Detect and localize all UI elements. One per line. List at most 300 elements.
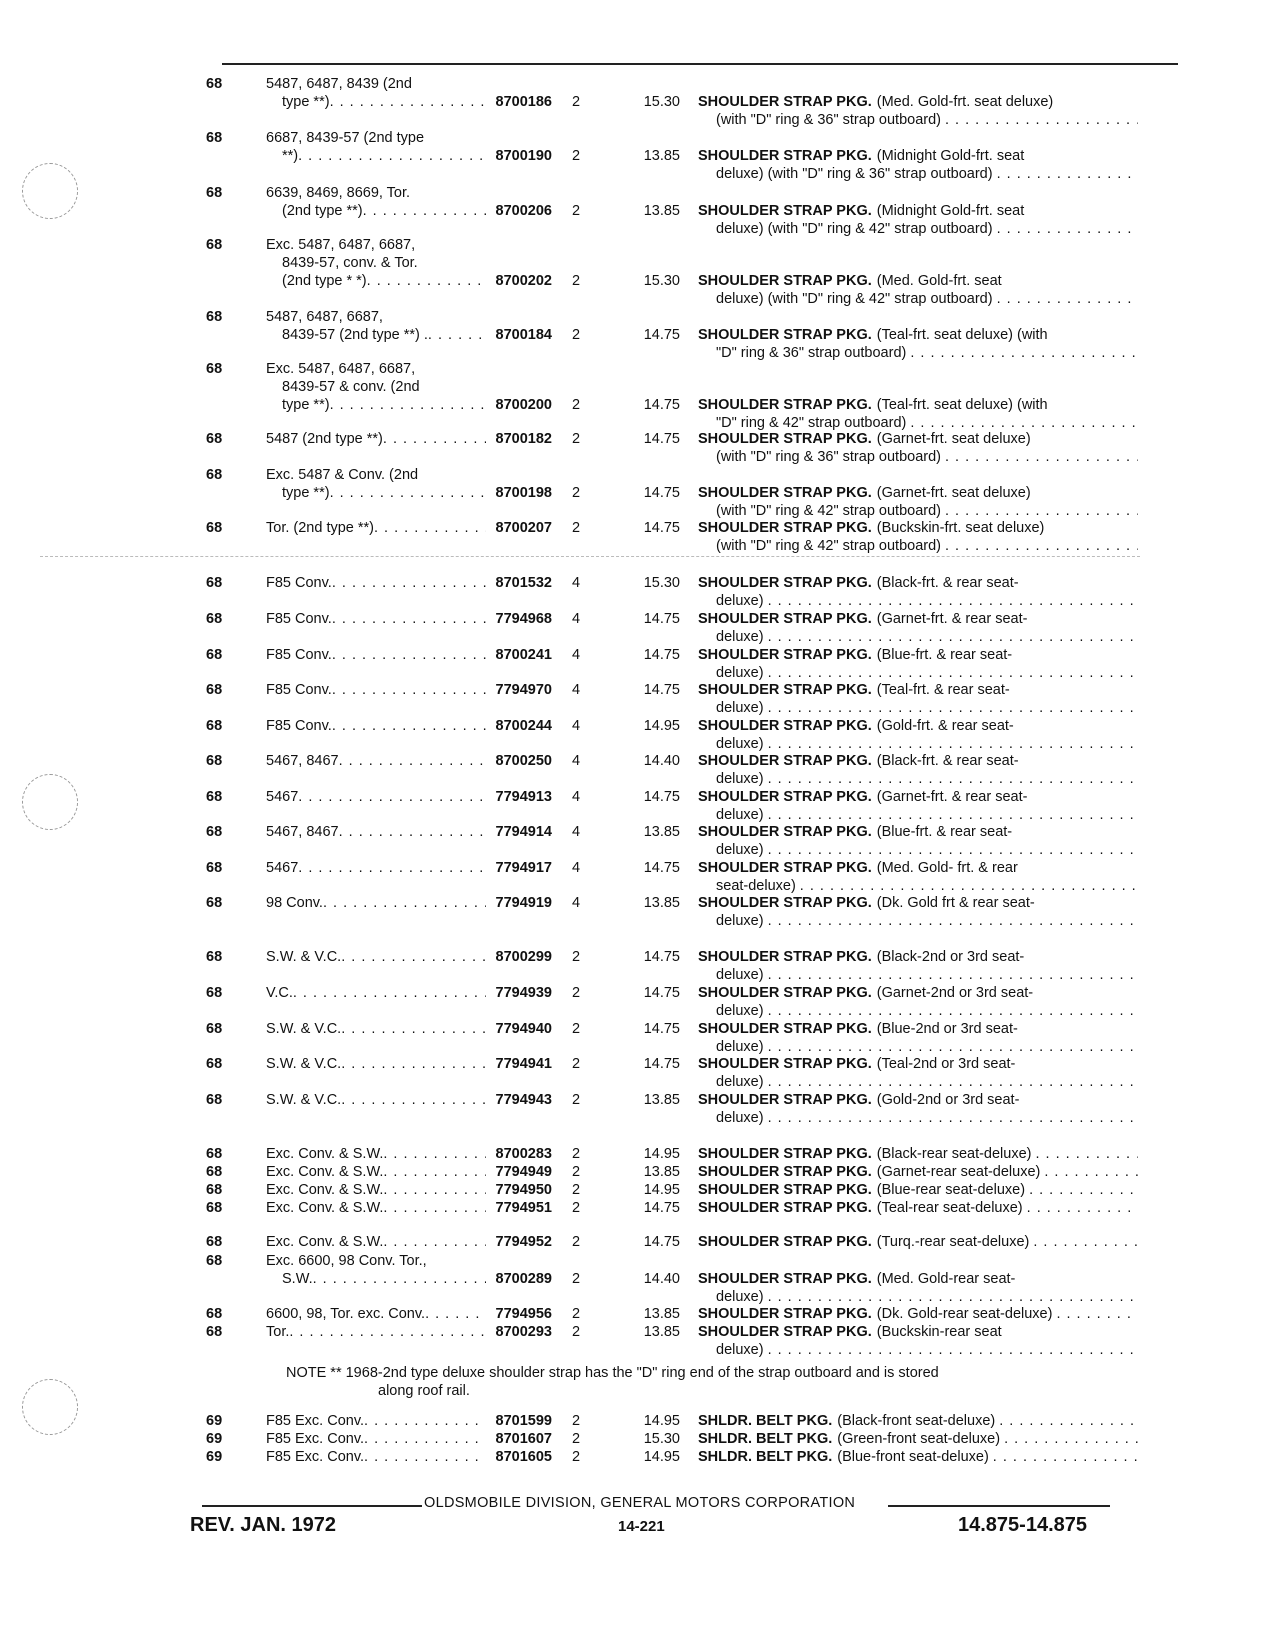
model-year: 68 xyxy=(206,1021,223,1037)
leader-dots xyxy=(764,664,1138,682)
leader-dots xyxy=(764,592,1138,610)
part-number: 8700241 xyxy=(495,647,552,663)
description xyxy=(698,1055,1138,1091)
quantity: 4 xyxy=(571,647,581,663)
part-number: 7794943 xyxy=(495,1092,552,1108)
application xyxy=(266,1448,486,1466)
leader-dots xyxy=(989,1448,1138,1466)
price: 14.95 xyxy=(643,1146,680,1162)
application-line: 6687, 8439-57 (2nd type xyxy=(266,130,425,146)
model-year: 68 xyxy=(206,682,223,698)
price: 14.75 xyxy=(643,1021,680,1037)
part-number: 8701605 xyxy=(495,1449,552,1465)
part-number: 8700206 xyxy=(495,203,552,219)
leader-dots xyxy=(364,1412,486,1430)
part-number: 8700200 xyxy=(495,397,552,413)
application xyxy=(266,1199,486,1217)
application-line: Exc. Conv. & S.W. xyxy=(266,1164,384,1180)
description-detail: (Teal-rear seat-deluxe) xyxy=(876,1200,1023,1216)
price: 13.85 xyxy=(643,895,680,911)
price: 14.75 xyxy=(643,1234,680,1250)
quantity: 4 xyxy=(571,860,581,876)
part-number: 8701607 xyxy=(495,1431,552,1447)
description xyxy=(698,147,1138,183)
application-line: Exc. Conv. & S.W. xyxy=(266,1182,384,1198)
quantity: 2 xyxy=(571,431,581,447)
description-detail: (Black-frt. & rear seat- xyxy=(876,753,1019,769)
description-detail-cont: (with "D" ring & 36" strap outboard) xyxy=(716,449,941,465)
application-line: S.W. xyxy=(282,1271,313,1287)
quantity: 2 xyxy=(571,1271,581,1287)
description xyxy=(698,788,1138,824)
model-year: 68 xyxy=(206,185,223,201)
price: 13.85 xyxy=(643,1164,680,1180)
leader-dots xyxy=(764,735,1138,753)
leader-dots xyxy=(764,1109,1138,1127)
application-line: 98 Conv. xyxy=(266,895,323,911)
quantity: 2 xyxy=(571,327,581,343)
leader-dots xyxy=(341,1020,486,1038)
leader-dots xyxy=(764,770,1138,788)
leader-dots xyxy=(341,1055,486,1073)
description-title: SHOULDER STRAP PKG. xyxy=(698,860,872,876)
application-line: **) xyxy=(282,148,299,164)
leader-dots xyxy=(298,147,486,165)
application-line: F85 Conv. xyxy=(266,611,332,627)
application-line: F85 Conv. xyxy=(266,718,332,734)
application-line: (2nd type **) xyxy=(282,203,363,219)
description-detail: (Blue-rear seat-deluxe) xyxy=(876,1182,1026,1198)
quantity: 2 xyxy=(571,1021,581,1037)
description-title: SHOULDER STRAP PKG. xyxy=(698,203,872,219)
model-year: 68 xyxy=(206,647,223,663)
quantity: 2 xyxy=(571,1146,581,1162)
description xyxy=(698,1323,1138,1359)
application xyxy=(266,519,486,537)
description-title: SHOULDER STRAP PKG. xyxy=(698,327,872,343)
description-detail: (Blue-frt. & rear seat- xyxy=(876,647,1013,663)
leader-dots xyxy=(993,220,1138,238)
model-year: 68 xyxy=(206,949,223,965)
price: 14.75 xyxy=(643,789,680,805)
application-line: 5467 xyxy=(266,860,299,876)
quantity: 2 xyxy=(571,1200,581,1216)
description-detail-cont: deluxe) xyxy=(716,700,764,716)
description-detail: (Gold-2nd or 3rd seat- xyxy=(876,1092,1020,1108)
leader-dots xyxy=(293,984,486,1002)
description-detail-cont: (with "D" ring & 42" strap outboard) xyxy=(716,538,941,554)
application xyxy=(266,681,486,699)
leader-dots xyxy=(289,1323,486,1341)
leader-dots xyxy=(764,1002,1138,1020)
application-line: Tor. (2nd type **) xyxy=(266,520,374,536)
application-line: 8439-57 & conv. (2nd xyxy=(282,379,420,395)
part-number: 7794949 xyxy=(495,1164,552,1180)
description xyxy=(698,752,1138,788)
description-detail: (Garnet-frt. seat deluxe) xyxy=(876,431,1031,447)
quantity: 4 xyxy=(571,753,581,769)
price: 14.75 xyxy=(643,431,680,447)
leader-dots xyxy=(383,1145,486,1163)
model-year: 68 xyxy=(206,1234,223,1250)
application xyxy=(266,610,486,628)
price: 13.85 xyxy=(643,148,680,164)
application xyxy=(266,1252,486,1288)
quantity: 2 xyxy=(571,949,581,965)
section-number: 14.875-14.875 xyxy=(958,1514,1088,1536)
application xyxy=(266,430,486,448)
model-year: 68 xyxy=(206,1182,223,1198)
description-title: SHOULDER STRAP PKG. xyxy=(698,611,872,627)
model-year: 68 xyxy=(206,1092,223,1108)
description xyxy=(698,1448,1138,1466)
part-number: 8701599 xyxy=(495,1413,552,1429)
quantity: 2 xyxy=(571,1413,581,1429)
leader-dots xyxy=(941,502,1138,520)
price: 13.85 xyxy=(643,1092,680,1108)
description-detail-cont: deluxe) xyxy=(716,593,764,609)
description-detail-cont: deluxe) xyxy=(716,807,764,823)
description-title: SHOULDER STRAP PKG. xyxy=(698,949,872,965)
description-detail: (Gold-frt. & rear seat- xyxy=(876,718,1014,734)
description-title: SHOULDER STRAP PKG. xyxy=(698,1200,872,1216)
model-year: 68 xyxy=(206,130,223,146)
description xyxy=(698,1145,1138,1163)
description-detail: (Black-frt. & rear seat- xyxy=(876,575,1019,591)
application-line: Tor. xyxy=(266,1324,290,1340)
description xyxy=(698,272,1138,308)
application-line: 5487, 6487, 6687, xyxy=(266,309,383,325)
description-detail: (Dk. Gold-rear seat-deluxe) xyxy=(876,1306,1053,1322)
application-line: S.W. & V.C. xyxy=(266,949,342,965)
description xyxy=(698,1412,1138,1430)
description-detail: (Teal-frt. seat deluxe) (with xyxy=(876,397,1048,413)
application-line: 8439-57 (2nd type **) . xyxy=(282,327,428,343)
price: 14.75 xyxy=(643,860,680,876)
part-number: 7794952 xyxy=(495,1234,552,1250)
description-detail-cont: deluxe) xyxy=(716,665,764,681)
application xyxy=(266,717,486,735)
leader-dots xyxy=(764,1288,1138,1306)
description-detail: (Dk. Gold frt & rear seat- xyxy=(876,895,1035,911)
model-year: 68 xyxy=(206,1056,223,1072)
quantity: 2 xyxy=(571,485,581,501)
description-title: SHOULDER STRAP PKG. xyxy=(698,485,872,501)
leader-dots xyxy=(1025,1181,1138,1199)
model-year: 68 xyxy=(206,361,223,377)
price: 14.75 xyxy=(643,985,680,1001)
application xyxy=(266,1145,486,1163)
application-line: 5487, 6487, 8439 (2nd xyxy=(266,76,412,92)
part-number: 8700293 xyxy=(495,1324,552,1340)
description-detail: (Garnet-frt. & rear seat- xyxy=(876,789,1028,805)
application-line: S.W. & V.C. xyxy=(266,1092,342,1108)
description xyxy=(698,1305,1138,1323)
model-year: 68 xyxy=(206,237,223,253)
leader-dots xyxy=(339,752,486,770)
description-title: SHOULDER STRAP PKG. xyxy=(698,148,872,164)
leader-dots xyxy=(332,646,486,664)
description-title: SHOULDER STRAP PKG. xyxy=(698,1324,872,1340)
application-line: Exc. 5487, 6487, 6687, xyxy=(266,361,416,377)
model-year: 68 xyxy=(206,1200,223,1216)
description-title: SHOULDER STRAP PKG. xyxy=(698,1271,872,1287)
leader-dots xyxy=(330,93,486,111)
description xyxy=(698,519,1138,555)
application-line: F85 Exc. Conv. xyxy=(266,1413,365,1429)
model-year: 68 xyxy=(206,789,223,805)
part-number: 8700184 xyxy=(495,327,552,343)
quantity: 4 xyxy=(571,824,581,840)
description-detail: (Med. Gold-frt. seat deluxe) xyxy=(876,94,1054,110)
leader-dots xyxy=(330,484,486,502)
part-number: 8700190 xyxy=(495,148,552,164)
description xyxy=(698,1020,1138,1056)
description-detail: (Teal-2nd or 3rd seat- xyxy=(876,1056,1016,1072)
description-detail-cont: deluxe) xyxy=(716,1003,764,1019)
application xyxy=(266,1305,486,1323)
description-title: SHOULDER STRAP PKG. xyxy=(698,1182,872,1198)
leader-dots xyxy=(764,806,1138,824)
description xyxy=(698,1181,1138,1199)
description-detail: (Midnight Gold-frt. seat xyxy=(876,203,1025,219)
application xyxy=(266,236,486,290)
leader-dots xyxy=(1000,1430,1138,1448)
description-title: SHOULDER STRAP PKG. xyxy=(698,682,872,698)
description-detail: (Garnet-2nd or 3rd seat- xyxy=(876,985,1034,1001)
description-title: SHOULDER STRAP PKG. xyxy=(698,273,872,289)
application-line: type **) xyxy=(282,485,330,501)
leader-dots xyxy=(332,610,486,628)
part-number: 7794941 xyxy=(495,1056,552,1072)
application xyxy=(266,1020,486,1038)
leader-dots xyxy=(341,948,486,966)
leader-dots xyxy=(1052,1305,1138,1323)
description xyxy=(698,984,1138,1020)
price: 13.85 xyxy=(643,1306,680,1322)
leader-dots xyxy=(993,165,1138,183)
model-year: 68 xyxy=(206,431,223,447)
description-title: SHOULDER STRAP PKG. xyxy=(698,431,872,447)
description-detail: (Med. Gold- frt. & rear xyxy=(876,860,1018,876)
description xyxy=(698,1091,1138,1127)
description-detail-cont: deluxe) xyxy=(716,842,764,858)
description xyxy=(698,430,1138,466)
model-year: 68 xyxy=(206,718,223,734)
model-year: 68 xyxy=(206,860,223,876)
description-title: SHLDR. BELT PKG. xyxy=(698,1449,833,1465)
description-title: SHOULDER STRAP PKG. xyxy=(698,895,872,911)
leader-dots xyxy=(383,1181,486,1199)
price: 14.75 xyxy=(643,520,680,536)
leader-dots xyxy=(323,894,486,912)
part-number: 7794913 xyxy=(495,789,552,805)
model-year: 68 xyxy=(206,753,223,769)
quantity: 2 xyxy=(571,1056,581,1072)
description-title: SHOULDER STRAP PKG. xyxy=(698,1092,872,1108)
application-line: (2nd type * *) xyxy=(282,273,367,289)
description-detail: (Med. Gold-rear seat- xyxy=(876,1271,1016,1287)
price: 13.85 xyxy=(643,1324,680,1340)
description xyxy=(698,717,1138,753)
model-year: 68 xyxy=(206,895,223,911)
quantity: 2 xyxy=(571,1182,581,1198)
leader-dots xyxy=(764,912,1138,930)
price: 14.95 xyxy=(643,1413,680,1429)
application-line: type **) xyxy=(282,397,330,413)
description-detail: (Buckskin-frt. seat deluxe) xyxy=(876,520,1045,536)
leader-dots xyxy=(796,877,1138,895)
quantity: 2 xyxy=(571,1306,581,1322)
description-title: SHOULDER STRAP PKG. xyxy=(698,1021,872,1037)
application xyxy=(266,129,486,165)
description-detail: (Black-rear seat-deluxe) xyxy=(876,1146,1032,1162)
model-year: 68 xyxy=(206,520,223,536)
leader-dots xyxy=(364,1430,486,1448)
description-detail-cont: deluxe) (with "D" ring & 36" strap outboard) xyxy=(716,166,993,182)
application-line: Exc. 5487 & Conv. (2nd xyxy=(266,467,419,483)
model-year: 68 xyxy=(206,1164,223,1180)
price: 14.75 xyxy=(643,327,680,343)
description xyxy=(698,574,1138,610)
description-detail-cont: deluxe) xyxy=(716,736,764,752)
description-title: SHOULDER STRAP PKG. xyxy=(698,1306,872,1322)
leader-dots xyxy=(298,859,486,877)
description-title: SHOULDER STRAP PKG. xyxy=(698,520,872,536)
description-detail-cont: deluxe) xyxy=(716,1039,764,1055)
price: 14.75 xyxy=(643,397,680,413)
description-detail: (Blue-2nd or 3rd seat- xyxy=(876,1021,1018,1037)
price: 14.95 xyxy=(643,1182,680,1198)
price: 14.95 xyxy=(643,1449,680,1465)
leader-dots xyxy=(383,430,486,448)
part-number: 7794970 xyxy=(495,682,552,698)
quantity: 2 xyxy=(571,1092,581,1108)
description-title: SHOULDER STRAP PKG. xyxy=(698,647,872,663)
description-detail-cont: deluxe) xyxy=(716,1342,764,1358)
part-number: 7794940 xyxy=(495,1021,552,1037)
leader-dots xyxy=(374,519,486,537)
description-title: SHOULDER STRAP PKG. xyxy=(698,1056,872,1072)
application-line: F85 Exc. Conv. xyxy=(266,1431,365,1447)
description xyxy=(698,326,1138,362)
quantity: 2 xyxy=(571,1164,581,1180)
price: 14.75 xyxy=(643,1200,680,1216)
application xyxy=(266,1323,486,1341)
application xyxy=(266,75,486,111)
part-number: 8700198 xyxy=(495,485,552,501)
part-number: 8700244 xyxy=(495,718,552,734)
price: 14.40 xyxy=(643,1271,680,1287)
description xyxy=(698,681,1138,717)
quantity: 2 xyxy=(571,203,581,219)
application-line: F85 Conv. xyxy=(266,682,332,698)
part-number: 8700186 xyxy=(495,94,552,110)
leader-dots xyxy=(364,1448,486,1466)
description-detail: (Med. Gold-frt. seat xyxy=(876,273,1002,289)
application-line: S.W. & V.C. xyxy=(266,1021,342,1037)
model-year: 68 xyxy=(206,467,223,483)
quantity: 4 xyxy=(571,682,581,698)
leader-dots xyxy=(764,699,1138,717)
leader-dots xyxy=(764,1073,1138,1091)
description xyxy=(698,948,1138,984)
leader-dots xyxy=(764,841,1138,859)
application-line: S.W. & V.C. xyxy=(266,1056,342,1072)
description-detail-cont: deluxe) xyxy=(716,1289,764,1305)
leader-dots xyxy=(383,1199,486,1217)
leader-dots xyxy=(764,628,1138,646)
price: 15.30 xyxy=(643,94,680,110)
leader-dots xyxy=(941,448,1138,466)
footer-rule-left xyxy=(202,1505,422,1507)
leader-dots xyxy=(339,823,486,841)
quantity: 2 xyxy=(571,148,581,164)
leader-dots xyxy=(332,574,486,592)
description-detail: (Garnet-frt. seat deluxe) xyxy=(876,485,1031,501)
description xyxy=(698,1163,1138,1181)
quantity: 2 xyxy=(571,520,581,536)
model-year: 69 xyxy=(206,1449,223,1465)
model-year: 68 xyxy=(206,575,223,591)
part-number: 8701532 xyxy=(495,575,552,591)
application xyxy=(266,1055,486,1073)
application xyxy=(266,360,486,414)
description-detail: (Garnet-rear seat-deluxe) xyxy=(876,1164,1041,1180)
leader-dots xyxy=(332,717,486,735)
description-detail-cont: deluxe) xyxy=(716,913,764,929)
description-title: SHOULDER STRAP PKG. xyxy=(698,1146,872,1162)
application-line: Exc. Conv. & S.W. xyxy=(266,1200,384,1216)
part-number: 8700283 xyxy=(495,1146,552,1162)
part-number: 8700182 xyxy=(495,431,552,447)
page-number: 14-221 xyxy=(618,1518,665,1535)
leader-dots xyxy=(1023,1199,1138,1217)
part-number: 7794919 xyxy=(495,895,552,911)
description xyxy=(698,93,1138,129)
part-number: 7794914 xyxy=(495,824,552,840)
application-line: V.C. xyxy=(266,985,293,1001)
description-title: SHOULDER STRAP PKG. xyxy=(698,94,872,110)
description xyxy=(698,202,1138,238)
model-year: 68 xyxy=(206,1306,223,1322)
description-detail: (Blue-frt. & rear seat- xyxy=(876,824,1013,840)
application xyxy=(266,1181,486,1199)
part-number: 8700202 xyxy=(495,273,552,289)
part-number: 7794968 xyxy=(495,611,552,627)
description-detail: (Teal-frt. & rear seat- xyxy=(876,682,1010,698)
description-detail-cont: deluxe) xyxy=(716,967,764,983)
application-line: 6639, 8469, 8669, Tor. xyxy=(266,185,411,201)
description-detail: (Green-front seat-deluxe) xyxy=(837,1431,1001,1447)
leader-dots xyxy=(941,537,1138,555)
description-detail-cont: (with "D" ring & 36" strap outboard) xyxy=(716,112,941,128)
description-detail: (Turq.-rear seat-deluxe) xyxy=(876,1234,1030,1250)
leader-dots xyxy=(764,1038,1138,1056)
leader-dots xyxy=(383,1163,486,1181)
price: 13.85 xyxy=(643,824,680,840)
description-detail: (Garnet-frt. & rear seat- xyxy=(876,611,1028,627)
description xyxy=(698,396,1138,432)
quantity: 2 xyxy=(571,397,581,413)
leader-dots xyxy=(764,966,1138,984)
application xyxy=(266,574,486,592)
leader-dots xyxy=(363,202,486,220)
part-number: 7794951 xyxy=(495,1200,552,1216)
application-line: F85 Exc. Conv. xyxy=(266,1449,365,1465)
description xyxy=(698,1270,1138,1306)
model-year: 69 xyxy=(206,1413,223,1429)
